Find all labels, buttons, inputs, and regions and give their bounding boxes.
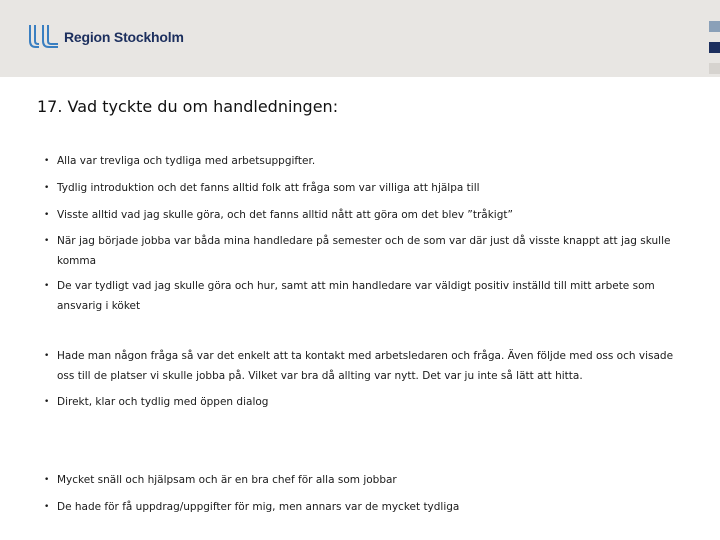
bullet-icon: • [44,351,50,361]
list-item-text: Alla var trevliga och tydliga med arbetsuppgifter. [57,155,316,167]
list-item-text: De hade för få uppdrag/uppgifter för mig, men annars var de mycket tydliga [57,501,460,513]
list-item [40,151,680,171]
bullet-icon: • [44,281,50,291]
header-band [0,0,720,77]
list-item-text: Tydlig introduktion och det fanns alltid folk att fråga som var villiga att hjälpa till [57,182,480,194]
list-item-text: När jag började jobba var båda mina handledare på semester och de som var där just då visste knappt att jag skulle komma [57,235,671,267]
list-item-text: Hade man någon fråga så var det enkelt att ta kontakt med arbetsledaren och fråga. Även följde med oss och visade oss till de platser vi skulle jobba på. Vilket var bra då allting var nytt. Det var ju inte så lätt att hitta. [57,350,674,382]
decor-square [709,42,720,53]
decor-square [709,0,720,11]
logo-text: Region Stockholm [64,29,184,45]
decor-square [709,21,720,32]
list-item [40,231,680,271]
list-item [40,346,680,386]
list-item-text: De var tydligt vad jag skulle göra och hur, samt att min handledare var väldigt positiv inställd till mitt arbete som ansvarig i köket [57,280,655,312]
list-item [40,276,680,316]
list-item [40,205,680,225]
list-item-text: Visste alltid vad jag skulle göra, och det fanns alltid nått att göra om det blev ”tråkigt” [57,209,513,221]
list-item [40,497,680,517]
bullet-icon: • [44,236,50,246]
page-title: 17. Vad tyckte du om handledningen: [37,97,339,116]
bullet-icon: • [44,502,50,512]
decor-square [709,63,720,74]
bullet-icon: • [44,156,50,166]
bullet-icon: • [44,397,50,407]
list-item-text: Mycket snäll och hjälpsam och är en bra chef för alla som jobbar [57,474,397,486]
bullet-icon: • [44,210,50,220]
list-item-text: Direkt, klar och tydlig med öppen dialog [57,396,269,408]
list-item [40,392,680,412]
region-stockholm-logo[interactable] [25,23,184,51]
list-item [40,470,680,490]
decor-squares [709,0,720,84]
bullet-icon: • [44,183,50,193]
bullet-icon: • [44,475,50,485]
region-logo-icon [25,24,59,50]
list-item [40,178,680,198]
